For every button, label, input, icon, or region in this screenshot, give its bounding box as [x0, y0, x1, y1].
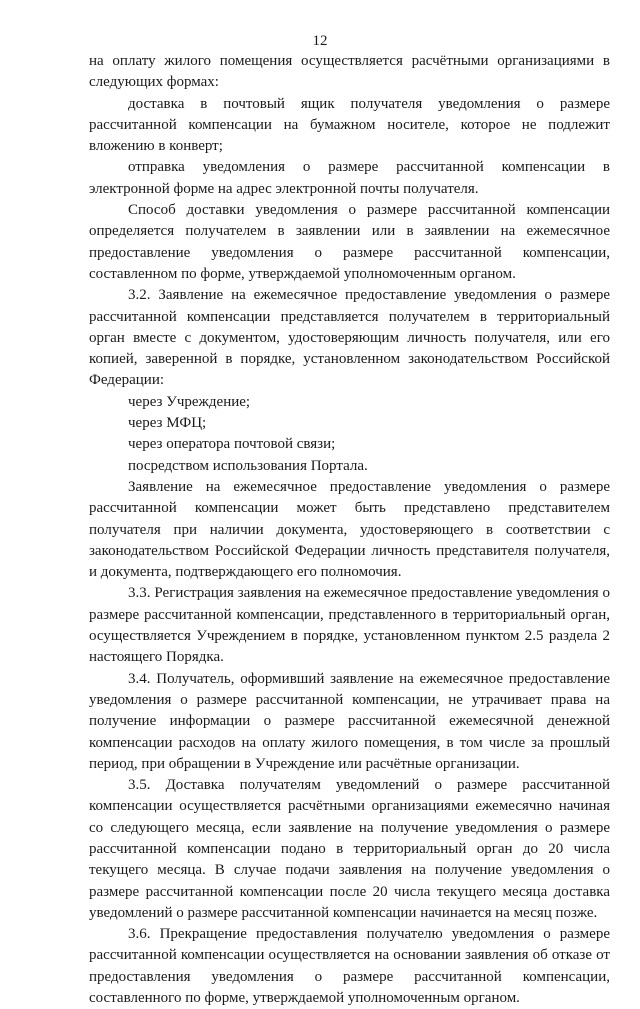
paragraph-representative: Заявление на ежемесячное предоставление уведомления о размере рассчитанной компенсации может быть представлено представителем получателя при наличии документа, удостоверяющего в соответствии с законодательством Российской Федерации личность представителя получателя, и документа, подтверждающего его полномочия.	[89, 478, 610, 581]
list-item-portal: посредством использования Портала.	[128, 457, 368, 474]
paragraph-3-3: 3.3. Регистрация заявления на ежемесячное предоставление уведомления о размере рассчитанной компенсации, представленного в территориальный орган, осуществляется Учреждением в порядке, установленном пунктом 2.5 раздела 2 настоящего Порядка.	[89, 585, 610, 666]
list-item-postal-operator: через оператора почтовой связи;	[128, 436, 336, 453]
paragraph-3-2: 3.2. Заявление на ежемесячное предоставление уведомления о размере рассчитанной компенсации представляется получателем в территориальный орган вместе с документом, удостоверяющим личность получателя, или его копией, заверенной в порядке, установленном законодательством Российской Федерации:	[89, 287, 610, 389]
paragraph-3-6: 3.6. Прекращение предоставления получателю уведомления о размере рассчитанной компенсации осуществляется на основании заявления об отказе от предоставления уведомления о размере рассчитанной компенсации, составленного по форме, утверждаемой уполномоченным органом.	[89, 926, 610, 1007]
paragraph-delivery-method: Способ доставки уведомления о размере рассчитанной компенсации определяется получателем в заявлении или в заявлении на ежемесячное предоставление уведомления о размере рассчитанной компенсации, составленном по форме, утверждаемой уполномоченным органом.	[89, 202, 610, 282]
body-text	[89, 51, 610, 1009]
paragraph-3-4: 3.4. Получатель, оформивший заявление на ежемесячное предоставление уведомления о размере рассчитанной компенсации, не утрачивает права на получение информации о размере рассчитанной ежемесячной денежной компенсации расходов на оплату жилого помещения, в том числе за прошлый период, при обращении в Учреждение или расчётные организации.	[89, 670, 610, 772]
paragraph-delivery-email: отправка уведомления о размере рассчитанной компенсации в электронной форме на адрес электронной почты получателя.	[89, 159, 610, 197]
page-number: 12	[312, 33, 328, 49]
paragraph-delivery-mailbox: доставка в почтовый ящик получателя уведомления о размере рассчитанной компенсации на бумажном носителе, которое не подлежит вложению в конверт;	[89, 95, 610, 155]
list-item-mfc: через МФЦ;	[128, 415, 207, 432]
paragraph-intro: на оплату жилого помещения осуществляется расчётными организациями в следующих формах:	[89, 53, 610, 91]
list-item-institution: через Учреждение;	[128, 393, 251, 410]
paragraph-3-5: 3.5. Доставка получателям уведомлений о размере рассчитанной компенсации осуществляется расчётными организациями ежемесячно начиная со следующего месяца, если заявление на получение уведомления о размере рассчитанной компенсации подано в территориальный орган до 20 числа текущего месяца. В случае подачи заявления на получение уведомления о размере рассчитанной компенсации после 20 числа текущего месяца доставка уведомлений о размере рассчитанной компенсации начинается на месяц позже.	[89, 777, 610, 921]
